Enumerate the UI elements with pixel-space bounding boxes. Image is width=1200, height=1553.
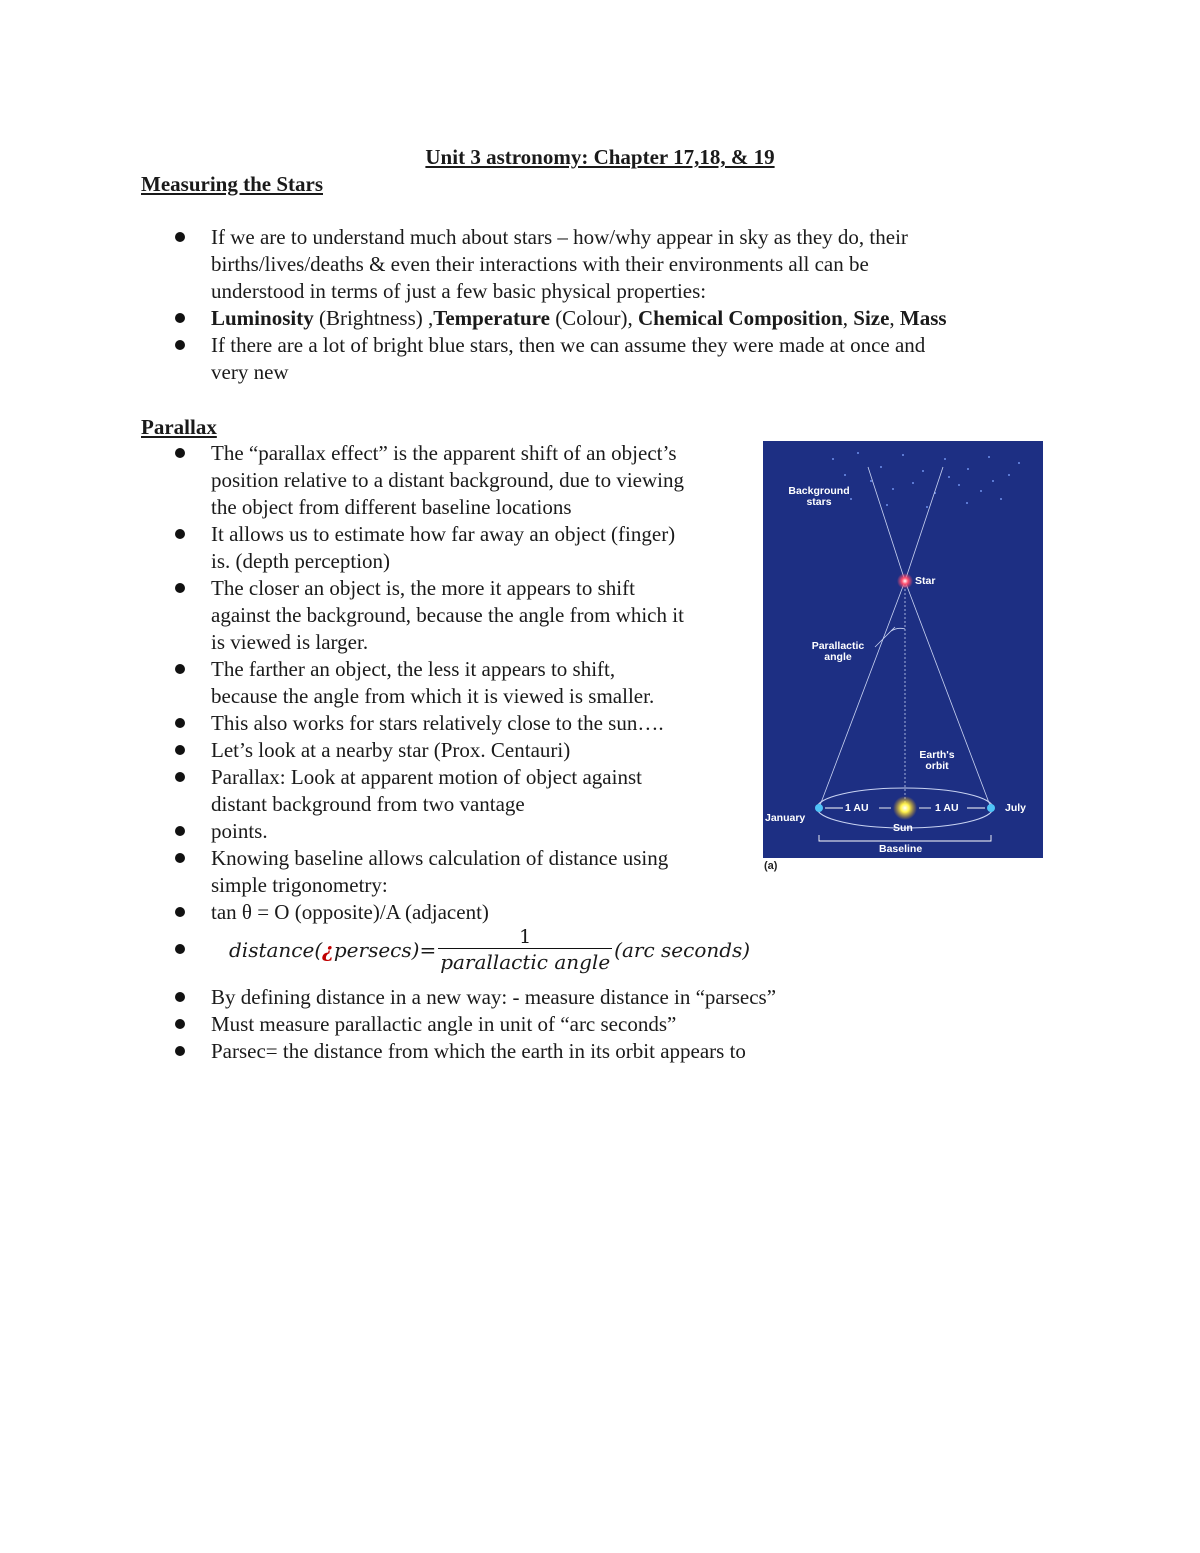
label-1au-left: 1 AU [845, 802, 869, 814]
formula-marker: ¿ [322, 938, 334, 962]
bullet-icon [175, 1019, 185, 1029]
label-sun: Sun [893, 822, 913, 834]
list-item: Parsec= the distance from which the earth in its orbit appears to [141, 1038, 1101, 1065]
list-item: Knowing baseline allows calculation of distance using simple trigonometry: [141, 845, 1101, 899]
label-january: January [765, 812, 806, 824]
label-earths-orbit: Earth's orbit [919, 749, 955, 772]
list-item: If we are to understand much about stars – how/why appear in sky as they do, their births/lives/deaths & even their interactions with their environments all can be understood in terms of just a few basic physical properties: [141, 224, 1101, 305]
list-item: points. [141, 818, 1101, 845]
list-item: It allows us to estimate how far away an object (finger) is. (depth perception) [141, 521, 1101, 575]
list-item: The closer an object is, the more it appears to shift against the background, because the angle from which it is viewed is larger. [141, 575, 1101, 656]
list-item-formula [141, 926, 1101, 984]
section-heading-measuring-stars: Measuring the Stars [141, 172, 323, 196]
list-item: This also works for stars relatively close to the sun…. [141, 710, 1101, 737]
list-item: If there are a lot of bright blue stars, then we can assume they were made at once and very new [141, 332, 1101, 386]
term-size: Size [853, 306, 890, 330]
bullet-icon [175, 583, 185, 593]
list-item: The “parallax effect” is the apparent shift of an object’s position relative to a distant background, due to viewing the object from different baseline locations [141, 440, 1101, 521]
list-item: Parallax: Look at apparent motion of object against distant background from two vantage [141, 764, 1101, 818]
label-july: July [1005, 802, 1027, 814]
page-title: Unit 3 astronomy: Chapter 17,18, & 19 [425, 145, 775, 169]
parallax-diagram [763, 441, 1043, 858]
list-item: By defining distance in a new way: - measure distance in “parsecs” [141, 984, 1101, 1011]
term-temperature: Temperature [433, 306, 550, 330]
bullet-icon [175, 232, 185, 242]
sun-icon [893, 796, 917, 820]
bullet-icon [175, 745, 185, 755]
section-heading-parallax: Parallax [141, 415, 217, 439]
list-item: tan θ = O (opposite)/A (adjacent) [141, 899, 1101, 926]
label-background-stars: Background stars [788, 485, 850, 508]
bullet-icon [175, 1046, 185, 1056]
bullet-icon [175, 944, 185, 954]
formula-denominator: parallactic angle [440, 950, 611, 974]
bullet-icon [175, 664, 185, 674]
term-luminosity: Luminosity [211, 306, 314, 330]
bullet-icon [175, 529, 185, 539]
term-mass: Mass [899, 306, 947, 330]
bullet-icon [175, 718, 185, 728]
sightlines [819, 467, 991, 808]
list-item: Let’s look at a nearby star (Prox. Centauri) [141, 737, 1101, 764]
list-item: Luminosity (Brightness) ,Temperature (Colour), Chemical Composition, Size, Mass [141, 305, 1101, 332]
distance-formula: distance( ¿ persecs )= $\frac{1}{\text{parallactic angle}}$ (arc seconds) [229, 926, 751, 974]
bullet-icon [175, 340, 185, 350]
label-1au-right: 1 AU [935, 802, 959, 814]
label-parallactic-angle: Parallactic angle [811, 640, 865, 663]
bullet-icon [175, 826, 185, 836]
figure-caption: (a) [764, 860, 778, 872]
formula-fraction [438, 926, 612, 975]
baseline-bracket [819, 835, 991, 841]
earth-january-icon [815, 804, 823, 812]
list-item: Must measure parallactic angle in unit of “arc seconds” [141, 1011, 1101, 1038]
label-star: Star [915, 575, 936, 587]
bullet-icon [175, 853, 185, 863]
bullet-icon [175, 448, 185, 458]
label-baseline: Baseline [879, 843, 923, 855]
background-star-field [832, 452, 1020, 508]
measuring-stars-list [141, 224, 1101, 386]
bullet-icon [175, 313, 185, 323]
earth-july-icon [987, 804, 995, 812]
bullet-icon [175, 772, 185, 782]
bullet-icon [175, 992, 185, 1002]
formula-numerator: 1 [519, 926, 532, 948]
star-icon [897, 573, 913, 589]
angle-pointer [875, 627, 895, 647]
term-chemical-composition: Chemical Composition [638, 306, 843, 330]
list-item: The farther an object, the less it appears to shift, because the angle from which it is viewed is smaller. [141, 656, 1101, 710]
bullet-icon [175, 907, 185, 917]
